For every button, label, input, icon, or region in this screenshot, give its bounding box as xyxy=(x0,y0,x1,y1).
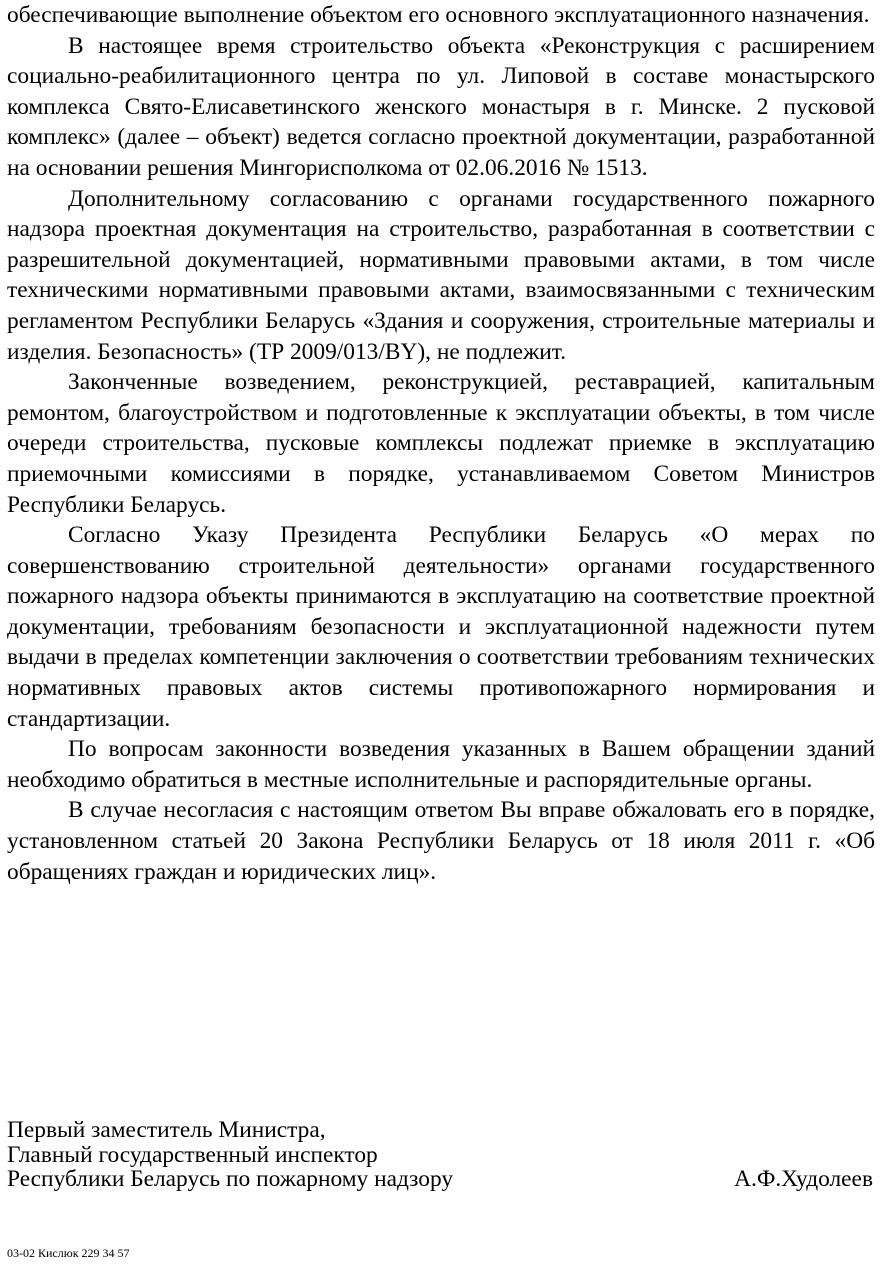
signatory-title-line-2: Главный государственный инспектор xyxy=(7,1141,378,1168)
paragraph-approval-not-required: Дополнительному согласованию с органами государственного пожарного надзора проектная документация на строительство, разработанная в соответствии с разрешительной документацией, нормативными правовыми актами, в том числе техническими нормативными правовыми актами, взаимосвязанными с техническим регламентом Республики Беларусь «Здания и сооружения, строительные материалы и изделия. Безопасность» (ТР 2009/013/BY), не подлежит. xyxy=(7,185,875,365)
letter-body xyxy=(7,0,875,887)
paragraph-local-authorities: По вопросам законности возведения указанных в Вашем обращении зданий необходимо обратиться в местные исполнительные и распорядительные органы. xyxy=(7,736,875,793)
signatory-title-line-3-row xyxy=(7,1167,873,1192)
signatory-title-line-3: Республики Беларусь по пожарному надзору xyxy=(7,1166,454,1192)
paragraph-acceptance-commission: Законченные возведением, реконструкцией, реставрацией, капитальным ремонтом, благоустройством и подготовленные к эксплуатации объекты, в том числе очереди строительства, пусковые комплексы подлежат приемке в эксплуатацию приемочными комиссиями в порядке, устанавливаемом Советом Министров Республики Беларусь. xyxy=(7,369,875,518)
paragraph-appeal-rights: В случае несогласия с настоящим ответом Вы вправе обжаловать его в порядке, установленном статьей 20 Закона Республики Беларусь от 18 июля 2011 г. «Об обращениях граждан и юридических лиц». xyxy=(7,797,875,885)
paragraph-construction-status: В настоящее время строительство объекта «Реконструкция с расширением социально-реабилитационного центра по ул. Липовой в составе монастырского комплекса Свято-Елисаветинского женского монастыря в г. Минске. 2 пусковой комплекс» (далее – объект) ведется согласно проектной документации, разработанной на основании решения Мингорисполкома от 02.06.2016 № 1513. xyxy=(7,32,875,181)
paragraph-presidential-decree: Согласно Указу Президента Республики Беларусь «О мерах по совершенствованию строительной деятельности» органами государственного пожарного надзора объекты принимаются в эксплуатацию на соответствие проектной документации, требованиям безопасности и эксплуатационной надежности путем выдачи в пределах компетенции заключения о соответствии требованиям технических нормативных правовых актов системы противопожарного нормирования и стандартизации. xyxy=(7,522,875,732)
executor-note: 03-02 Кислюк 229 34 57 xyxy=(7,1246,130,1260)
signatory-title-line-1: Первый заместитель Министра, xyxy=(7,1117,326,1143)
signature-block xyxy=(7,1118,873,1192)
paragraph-continuation: обеспечивающие выполнение объектом его основного эксплуатационного назначения. xyxy=(7,2,870,28)
signatory-name: А.Ф.Худолеев xyxy=(734,1166,873,1192)
